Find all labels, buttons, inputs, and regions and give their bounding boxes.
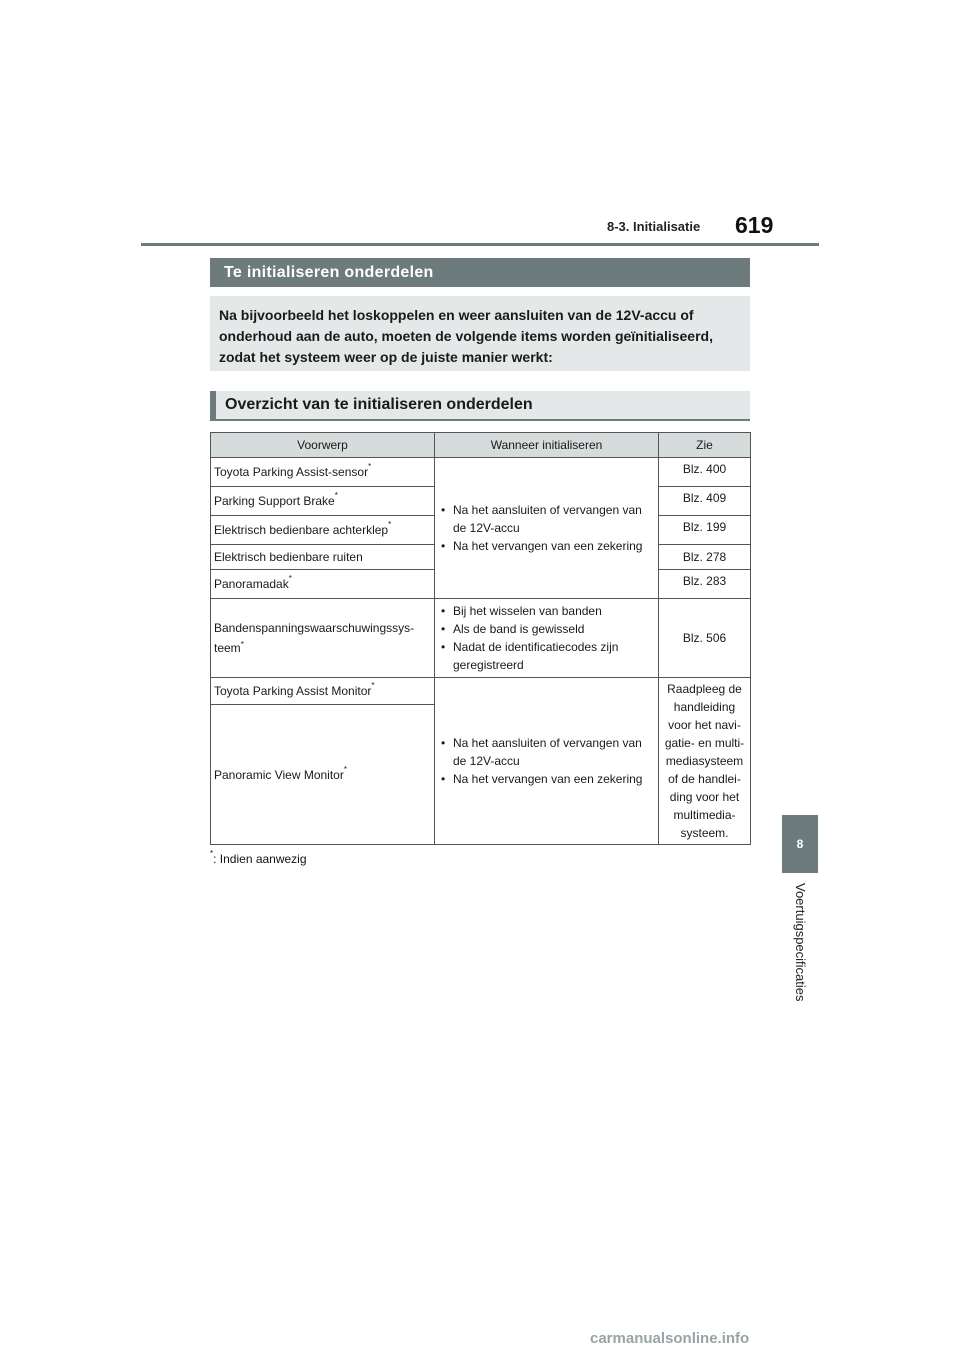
intro-line: onderhoud aan de auto, moeten de volgende items worden geïnitialiseerd, [219, 328, 713, 344]
page-ref: Blz. 506 [659, 599, 751, 678]
item-cell: Panoramadak* [211, 570, 435, 599]
when-bullet: • Na het aansluiten of vervangen van de 12V-accu [438, 501, 655, 537]
table-row [211, 458, 751, 487]
header-rule [141, 243, 819, 246]
table-row [211, 678, 751, 705]
initialization-table [210, 432, 751, 845]
when-cell [435, 458, 659, 599]
item-cell: Toyota Parking Assist-sensor* [211, 458, 435, 487]
column-header-ref: Zie [659, 433, 751, 458]
when-bullet: • Na het vervangen van een zekering [438, 770, 655, 788]
page-number: 619 [735, 212, 774, 238]
main-heading: Te initialiseren onderdelen [210, 258, 750, 287]
page-ref: Blz. 283 [659, 570, 751, 599]
item-cell: Toyota Parking Assist Monitor* [211, 678, 435, 705]
item-cell: Parking Support Brake* [211, 487, 435, 516]
watermark: carmanualsonline.info [590, 1330, 750, 1347]
header-section-title: 8-3. Initialisatie [607, 219, 701, 234]
chapter-title: Voertuigspecificaties [793, 883, 808, 1002]
when-bullet: • Na het aansluiten of vervangen van de 12V-accu [438, 734, 655, 770]
intro-box [210, 296, 750, 371]
table-row [211, 599, 751, 678]
when-bullet: • Na het vervangen van een zekering [438, 537, 655, 555]
page-ref: Blz. 409 [659, 487, 751, 516]
page-ref: Blz. 199 [659, 516, 751, 545]
intro-line: Na bijvoorbeeld het loskoppelen en weer aansluiten van de 12V-accu of [219, 307, 694, 323]
page-ref: Blz. 400 [659, 458, 751, 487]
item-cell: Elektrisch bedienbare ruiten [211, 545, 435, 570]
page-ref-multiline: Raadpleeg de handleiding voor het navi- gatie- en multi- mediasysteem of de handlei- ding voor het multimedia- systeem. [659, 678, 751, 845]
item-cell: Elektrisch bedienbare achterklep* [211, 516, 435, 545]
when-cell [435, 678, 659, 845]
sub-heading: Overzicht van te initialiseren onderdelen [210, 391, 750, 421]
column-header-item: Voorwerp [211, 433, 435, 458]
when-bullet: • Als de band is gewisseld [438, 620, 655, 638]
item-cell: Bandenspanningswaarschuwingssys- teem* [211, 599, 435, 678]
when-bullet: • Bij het wisselen van banden [438, 602, 655, 620]
table-header-row [211, 433, 751, 458]
page-ref: Blz. 278 [659, 545, 751, 570]
when-bullet: • Nadat de identificatiecodes zijn geregistreerd [438, 638, 655, 674]
chapter-tab: 8 [782, 815, 818, 873]
when-cell [435, 599, 659, 678]
footnote: *: Indien aanwezig [210, 849, 307, 866]
column-header-when: Wanneer initialiseren [435, 433, 659, 458]
item-cell: Panoramic View Monitor* [211, 705, 435, 845]
intro-line: zodat het systeem weer op de juiste manier werkt: [219, 349, 553, 365]
